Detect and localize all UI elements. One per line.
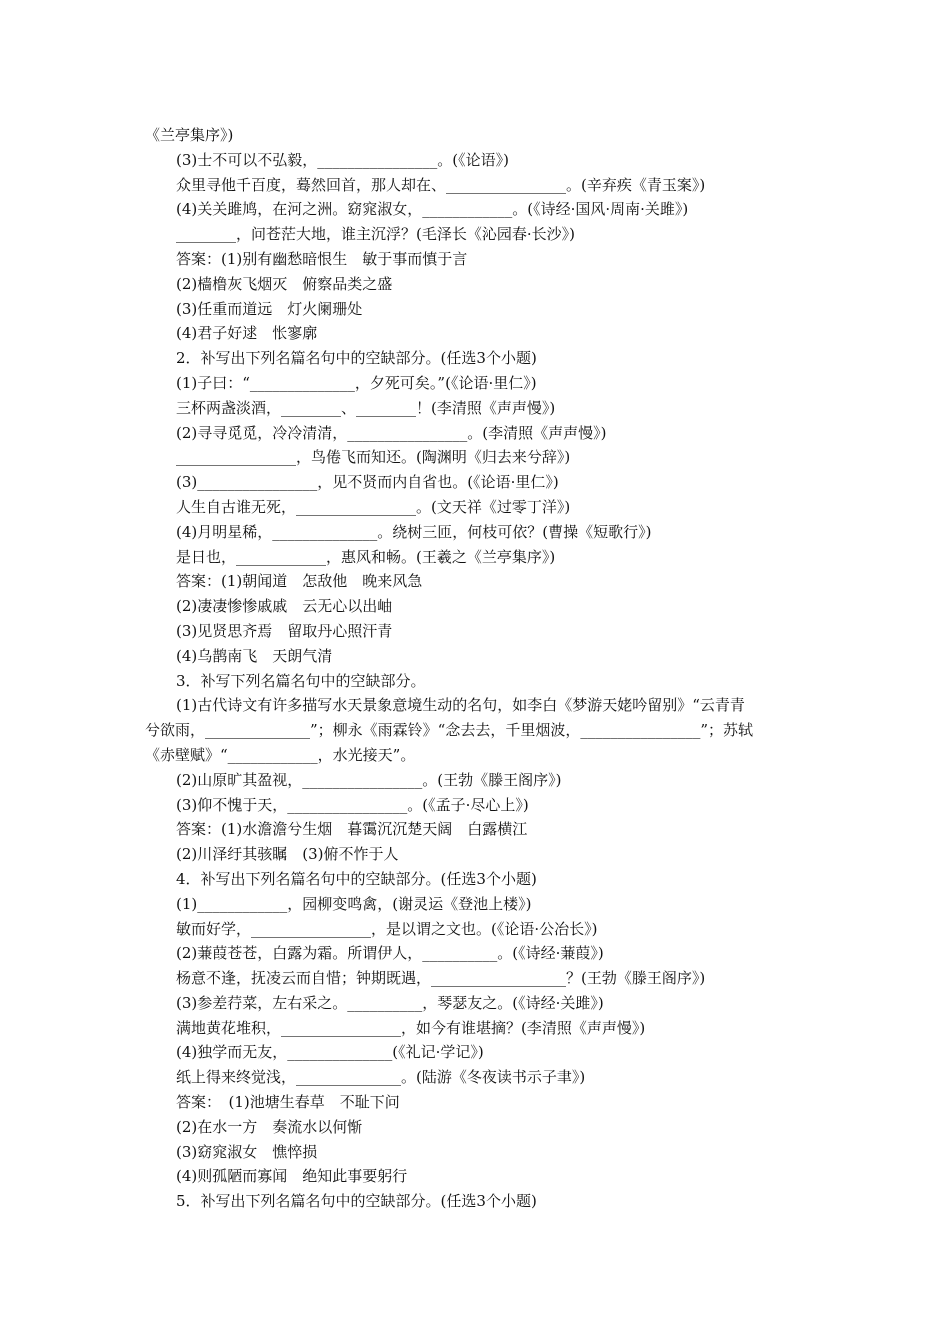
section-heading: 4．补写出下列名篇名句中的空缺部分。(任选3个小题) <box>176 869 537 888</box>
question-line: 纸上得来终觉浅，______________。(陆游《冬夜读书示子聿》) <box>176 1068 586 1087</box>
question-line: 满地黄花堆积，________________，如今有谁堪摘？(李清照《声声慢》) <box>176 1018 646 1037</box>
question-line: 敏而好学，________________，是以谓之文也。(《论语·公冶长》) <box>176 919 598 938</box>
answer-line: (3)任重而道远 灯火阑珊处 <box>176 299 363 318</box>
answer-line: (2)在水一方 奏流水以何惭 <box>176 1117 363 1136</box>
answer-line: 答案：(1)朝闻道 怎敌他 晚来风急 <box>176 572 423 591</box>
question-line: 众里寻他千百度，蓦然回首，那人却在、________________。(辛弃疾《青玉案》) <box>176 175 706 194</box>
question-line: 《赤壁赋》“____________，水光接天”。 <box>145 745 416 764</box>
question-line: 是日也，____________，惠风和畅。(王羲之《兰亭集序》) <box>176 547 556 566</box>
answer-line: (3)窈窕淑女 憔悴损 <box>176 1142 318 1161</box>
answer-line: (2)川泽纡其骇瞩 (3)俯不怍于人 <box>176 845 399 864</box>
answer-line: 答案： (1)池塘生春草 不耻下问 <box>176 1093 400 1112</box>
question-line: (3)仰不愧于天，________________。(《孟子·尽心上》) <box>176 795 529 814</box>
section-heading: 2．补写出下列名篇名句中的空缺部分。(任选3个小题) <box>176 349 537 368</box>
question-line: 杨意不逢，抚凌云而自惜；钟期既遇，__________________？(王勃《滕王阁序》) <box>176 969 706 988</box>
answer-line: 答案：(1)水澹澹兮生烟 暮霭沉沉楚天阔 白露横江 <box>176 820 528 839</box>
section-heading: 3．补写下列名篇名句中的空缺部分。 <box>176 671 426 690</box>
text-line: 《兰亭集序》) <box>145 126 234 144</box>
question-line: (2)寻寻觅觅，冷冷清清，________________。(李清照《声声慢》) <box>176 423 607 442</box>
section-heading: 5．补写出下列名篇名句中的空缺部分。(任选3个小题) <box>176 1192 537 1211</box>
question-line: ________________，鸟倦飞而知还。(陶渊明《归去来兮辞》) <box>176 448 571 467</box>
question-line: 人生自古谁无死，________________。(文天祥《过零丁洋》) <box>176 497 571 516</box>
question-line: (2)蒹葭苍苍，白露为霜。所谓伊人，__________。(《诗经·蒹葭》) <box>176 944 604 963</box>
document-body <box>145 123 813 1214</box>
question-line: (3)参差荇菜，左右采之。__________，琴瑟友之。(《诗经·关雎》) <box>176 993 604 1012</box>
answer-line: (4)乌鹊南飞 天朗气清 <box>176 646 333 665</box>
question-line: (1)古代诗文有许多描写水天景象意境生动的名句，如李白《梦游天姥吟留别》“云青青 <box>176 696 745 715</box>
answer-line: (3)见贤思齐焉 留取丹心照汗青 <box>176 621 393 640</box>
answer-line: (2)樯橹灰飞烟灭 俯察品类之盛 <box>176 274 393 293</box>
question-line: (3)士不可以不弘毅，________________。(《论语》) <box>176 150 509 169</box>
answer-line: (4)君子好逑 怅寥廓 <box>176 324 318 343</box>
question-line: ________，问苍茫大地，谁主沉浮？(毛泽长《沁园春·长沙》) <box>176 225 575 244</box>
question-line: (1)子曰：“______________，夕死可矣。”(《论语·里仁》) <box>176 373 537 392</box>
answer-line: 答案：(1)别有幽愁暗恨生 敏于事而慎于言 <box>176 249 468 268</box>
answer-line: (4)则孤陋而寡闻 绝知此事要躬行 <box>176 1167 408 1186</box>
question-line: (2)山原旷其盈视，________________。(王勃《滕王阁序》) <box>176 770 562 789</box>
question-line: (4)关关雎鸠，在河之洲。窈窕淑女，____________。(《诗经·国风·周南·关雎》) <box>176 200 689 219</box>
question-line: (4)月明星稀，______________。绕树三匝，何枝可依？(曹操《短歌行》) <box>176 522 652 541</box>
question-line: (3)________________，见不贤而内自省也。(《论语·里仁》) <box>176 473 559 492</box>
question-line: (4)独学而无友，______________(《礼记·学记》) <box>176 1043 484 1062</box>
question-line: 兮欲雨，______________”；柳永《雨霖铃》“念去去，千里烟波，________________”；苏轼 <box>145 721 754 740</box>
question-line: 三杯两盏淡酒，________、________！(李清照《声声慢》) <box>176 398 556 417</box>
question-line: (1)____________，园柳变鸣禽，(谢灵运《登池上楼》) <box>176 894 532 913</box>
answer-line: (2)凄凄惨惨戚戚 云无心以出岫 <box>176 597 393 616</box>
